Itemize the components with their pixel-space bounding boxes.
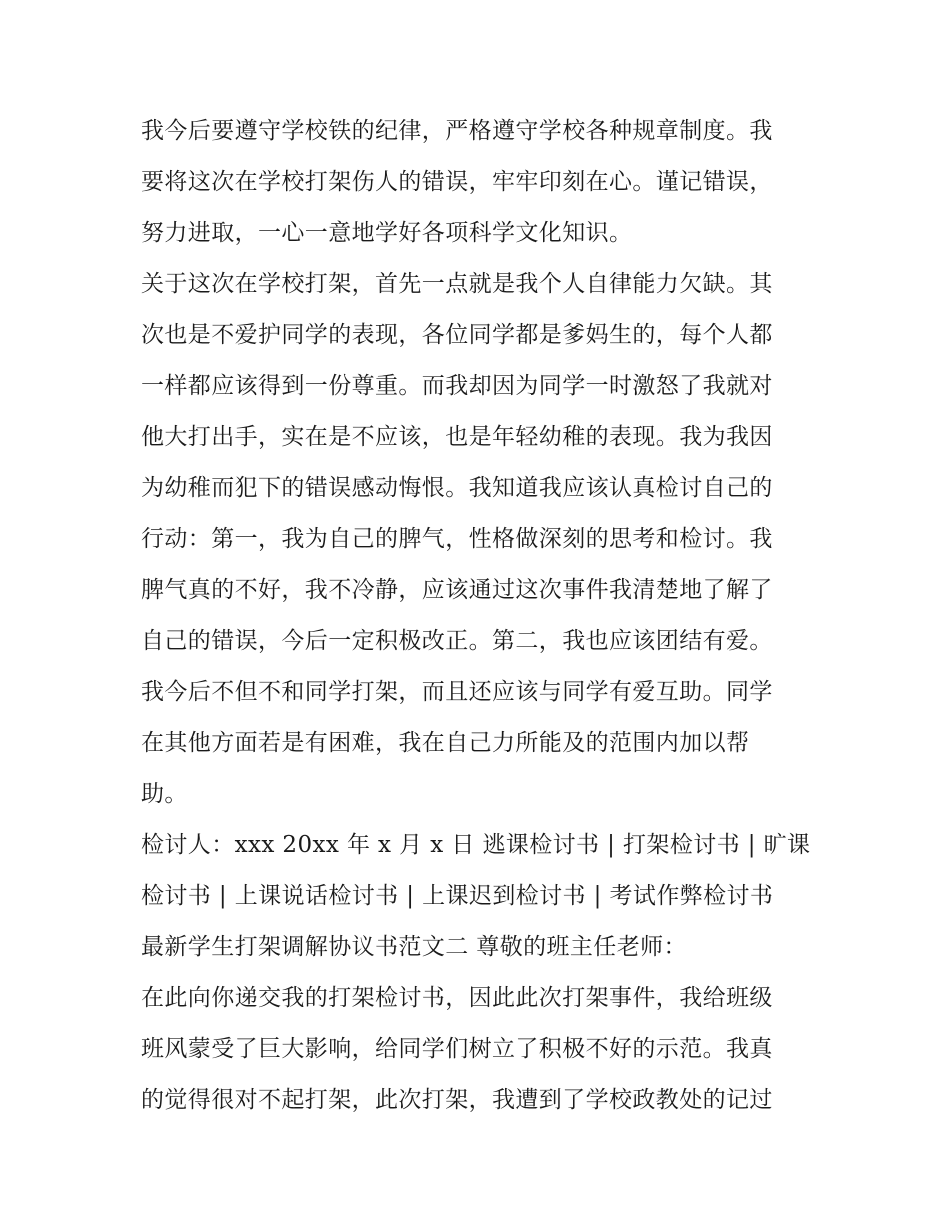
text-line: 为幼稚而犯下的错误感动悔恨。我知道我应该认真检讨自己的 — [141, 475, 773, 501]
text-line: 助。 — [141, 781, 188, 807]
text-line: 在其他方面若是有困难，我在自己力所能及的范围内加以帮 — [141, 730, 750, 756]
text-line: 努力进取，一心一意地学好各项科学文化知识。 — [141, 220, 633, 246]
text-line: 脾气真的不好，我不冷静，应该通过这次事件我清楚地了解了 — [141, 577, 773, 603]
text-line: 要将这次在学校打架伤人的错误，牢牢印刻在心。谨记错误， — [141, 169, 773, 195]
text-line: 检讨人：xxx 20xx 年 x 月 x 日 逃课检讨书 | 打架检讨书 | 旷课 — [141, 832, 811, 858]
document-body — [141, 106, 817, 1126]
text-line: 班风蒙受了巨大影响，给同学们树立了积极不好的示范。我真 — [141, 1036, 773, 1062]
text-line: 关于这次在学校打架，首先一点就是我个人自律能力欠缺。其 — [141, 271, 773, 297]
text-line: 他大打出手，实在是不应该，也是年轻幼稚的表现。我为我因 — [141, 424, 773, 450]
text-line: 我今后不但不和同学打架，而且还应该与同学有爱互助。同学 — [141, 679, 773, 705]
text-line: 在此向你递交我的打架检讨书，因此此次打架事件，我给班级 — [141, 985, 773, 1011]
text-line: 最新学生打架调解协议书范文二 尊敬的班主任老师： — [141, 934, 687, 960]
text-line: 自己的错误，今后一定积极改正。第二，我也应该团结有爱。 — [141, 628, 773, 654]
text-line: 我今后要遵守学校铁的纪律，严格遵守学校各种规章制度。我 — [141, 118, 773, 144]
text-line: 次也是不爱护同学的表现，各位同学都是爹妈生的，每个人都 — [141, 322, 773, 348]
text-line: 一样都应该得到一份尊重。而我却因为同学一时激怒了我就对 — [141, 373, 773, 399]
text-line: 的觉得很对不起打架，此次打架，我遭到了学校政教处的记过 — [141, 1087, 773, 1113]
text-line: 行动：第一，我为自己的脾气，性格做深刻的思考和检讨。我 — [141, 526, 773, 552]
text-line: 检讨书 | 上课说话检讨书 | 上课迟到检讨书 | 考试作弊检讨书 — [141, 883, 774, 909]
